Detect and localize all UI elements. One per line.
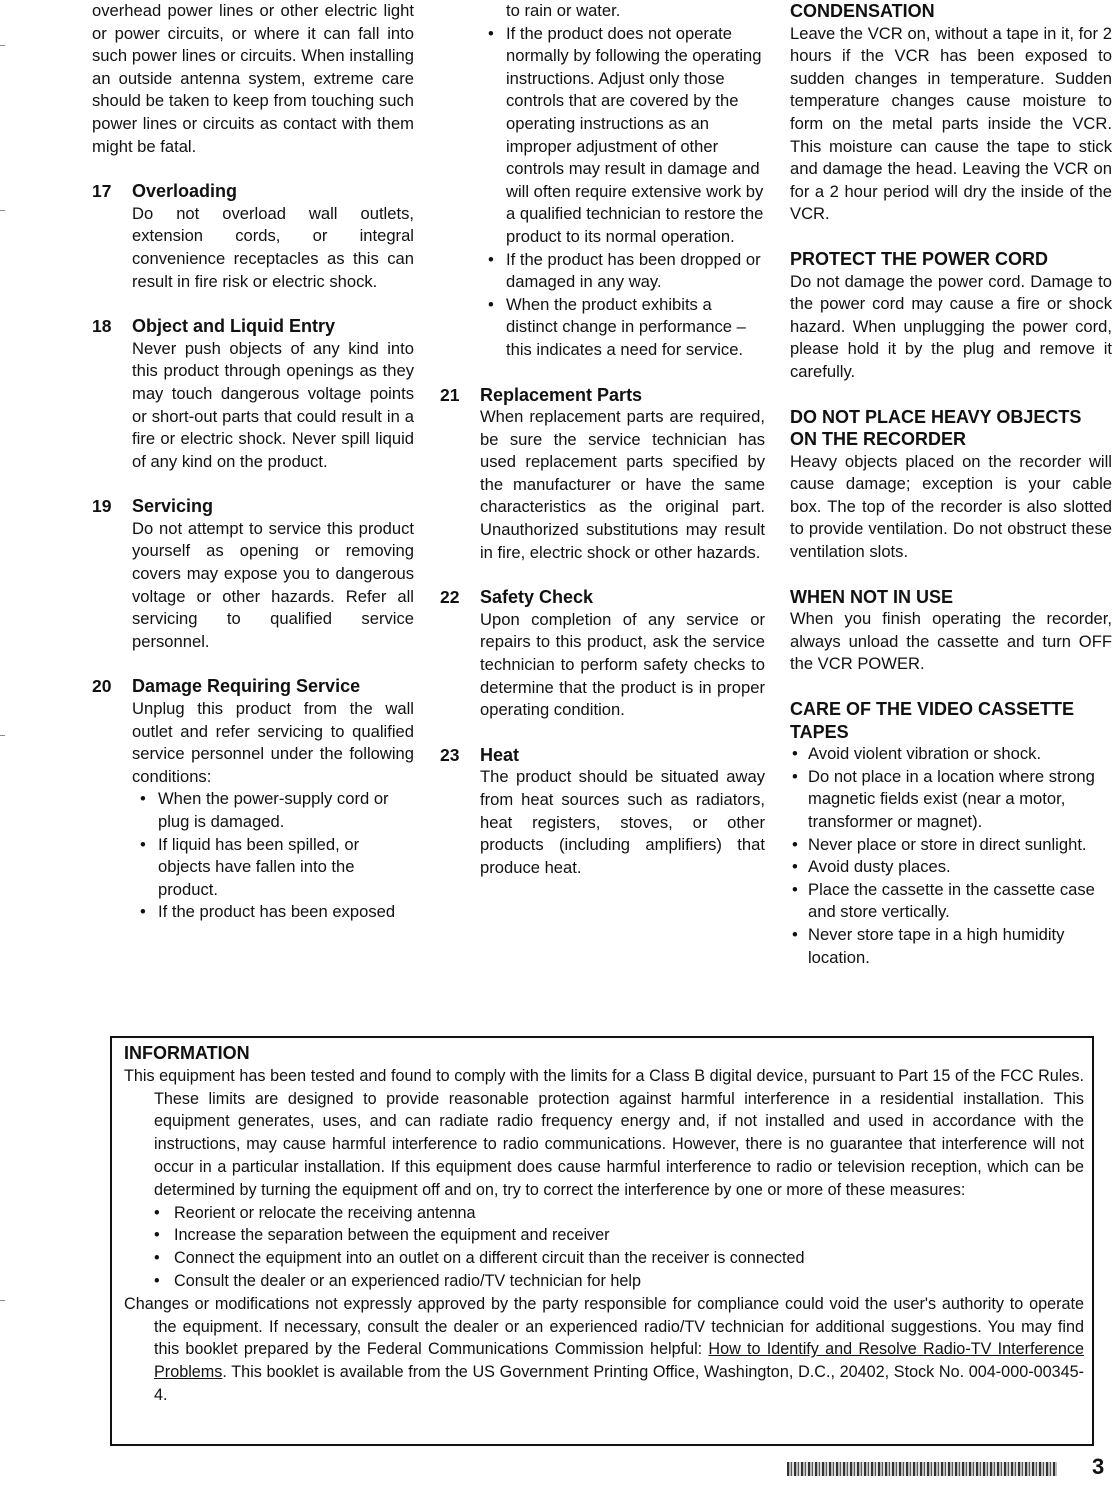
section-20 [92, 675, 414, 924]
list-item: • Increase the separation between the equipment and receiver [124, 1224, 1084, 1247]
section-number: 23 [440, 744, 460, 765]
list-item: • If the product has been dropped or damaged in any way. [480, 249, 765, 294]
list-item: • Connect the equipment into an outlet on a different circuit than the receiver is connected [124, 1247, 1084, 1270]
scan-mark [0, 1300, 5, 1301]
scan-mark [0, 45, 5, 46]
cassette-care-list [790, 743, 1112, 969]
section-number: 17 [92, 181, 112, 202]
list-item: • Do not place in a location where strong magnetic fields exist (near a motor, transformer or magnet). [790, 766, 1112, 834]
list-item: • When the power-supply cord or plug is damaged. [132, 788, 414, 833]
intro-text: overhead power lines or other electric light or power circuits, or where it can fall into such power lines or circuits. When installing an outside antenna system, extreme care should be taken to keep from touching such power lines or circuits as contact with them might be fatal. [92, 1, 414, 156]
column-right [790, 0, 1112, 969]
list-item: • Consult the dealer or an experienced radio/TV technician for help [124, 1270, 1084, 1293]
condition-list [132, 788, 414, 924]
section-title: Object and Liquid Entry [132, 316, 336, 337]
fcc-paragraph: This equipment has been tested and found to comply with the limits for a Class B digital device, pursuant to Part 15 of the FCC Rules. These limits are designed to provide reasonable protection against harmful interference in a residential installation. This equipment generates, uses, and can radiate radio frequency energy and, if not installed and used in accordance with the instructions, may cause harmful interference to radio communications. However, there is no guarantee that interference will not occur in a particular installation. If this equipment does cause harmful interference to radio or television reception, which can be determined by turning the equipment off and on, try to correct the interference by one or more of these measures: [124, 1066, 1084, 1199]
list-item: • If liquid has been spilled, or objects have fallen into the product. [132, 834, 414, 902]
modifications-paragraph [124, 1293, 1084, 1407]
booklet-title: How to Identify and Resolve Radio-TV Interference Problems [154, 1340, 1084, 1382]
heavy-objects-heading: DO NOT PLACE HEAVY OBJECTS ON THE RECORDER [790, 406, 1082, 450]
measures-list [124, 1202, 1084, 1293]
list-item: • If the product has been exposed [132, 901, 414, 924]
section-20-continued [440, 0, 765, 362]
section-body: Upon completion of any service or repairs to this product, ask the service technician to perform safety checks to determine that the product is in proper operating condition. [480, 609, 765, 720]
section-title: Servicing [132, 496, 214, 517]
cassette-care-heading: CARE OF THE VIDEO CASSETTE TAPES [790, 699, 1075, 742]
information-content [124, 1042, 1084, 1407]
heavy-objects-body: Heavy objects placed on the recorder will cause damage; exception is your cable box. The top of the recorder is also slotted to provide ventilation. Do not obstruct these ventilation slots. [790, 451, 1112, 562]
list-item: • Avoid dusty places. [790, 856, 1112, 879]
section-22 [440, 586, 765, 722]
section-19 [92, 495, 414, 653]
column-middle [440, 0, 765, 879]
list-item: • Reorient or relocate the receiving antenna [124, 1202, 1084, 1225]
power-cord-heading: PROTECT THE POWER CORD [790, 248, 1049, 269]
scan-mark [0, 735, 5, 736]
section-title: Safety Check [480, 587, 594, 608]
section-body: When replacement parts are required, be sure the service technician has used replacement parts specified by the manufacturer or have the same characteristics as the original part. Unauthorized substitutions may result in fire, electric shock or other hazards. [480, 407, 765, 562]
section-number: 21 [440, 384, 460, 405]
section-title: Heat [480, 744, 520, 765]
list-item: • When the product exhibits a distinct change in performance – this indicates a need for service. [480, 294, 765, 362]
section-body: Never push objects of any kind into this product through openings as they may touch dangerous voltage points or short-out parts that could result in a fire or electric shock. Never spill liquid of any kind on the product. [132, 338, 414, 471]
not-in-use-heading: WHEN NOT IN USE [790, 586, 954, 607]
power-cord-body: Do not damage the power cord. Damage to the power cord may cause a fire or shock hazard. When unplugging the power cord, please hold it by the plug and remove it carefully. [790, 271, 1112, 381]
column-left [92, 0, 414, 924]
booklet-availability: . This booklet is available from the US Government Printing Office, Washington, D.C., 20402, Stock No. 004-000-00345-4. [154, 1363, 1084, 1404]
section-number: 19 [92, 496, 112, 517]
section-body: Do not overload wall outlets, extension cords, or integral convenience receptacles as this can result in fire risk or electric shock. [132, 203, 414, 291]
section-18 [92, 315, 414, 473]
information-title: INFORMATION [124, 1043, 250, 1063]
section-body: Unplug this product from the wall outlet and refer servicing to qualified service personnel under the following conditions: [132, 699, 414, 786]
list-item: • If the product does not operate normally by following the operating instructions. Adjust only those controls that are covered by the operating instructions as an improper adjustment of other controls may result in damage and will often require extensive work by a qualified technician to restore the product to its normal operation. [480, 23, 765, 249]
section-17 [92, 180, 414, 293]
section-21 [440, 384, 765, 565]
list-item: • Place the cassette in the cassette case and store vertically. [790, 879, 1112, 924]
list-item: • Never place or store in direct sunlight. [790, 834, 1112, 857]
section-body: The product should be situated away from heat sources such as radiators, heat registers, stoves, or other products (including amplifiers) that produce heat. [480, 767, 765, 877]
not-in-use-body: When you finish operating the recorder, always unload the cassette and turn OFF the VCR POWER. [790, 609, 1112, 674]
section-title: Replacement Parts [480, 384, 643, 405]
modifications-text: Changes or modifications not expressly approved by the party responsible for compliance could void the user's authority to operate the equipment. If necessary, consult the dealer or an experienced radio/TV technician for additional suggestions. You may find this booklet prepared by the Federal Communications Commission helpful: [124, 1294, 1084, 1359]
condensation-heading: CONDENSATION [790, 1, 935, 21]
section-number: 20 [92, 676, 112, 697]
list-item: • Avoid violent vibration or shock. [790, 743, 1112, 766]
section-title: Damage Requiring Service [132, 676, 361, 697]
list-item: • Never store tape in a high humidity location. [790, 924, 1112, 969]
list-item-continued: to rain or water. [506, 1, 621, 20]
section-number: 18 [92, 316, 112, 337]
condition-list-continued [480, 0, 765, 362]
information-box [110, 1036, 1094, 1446]
section-body: Do not attempt to service this product yourself as opening or removing covers may expose you to dangerous voltage or other hazards. Refer all servicing to qualified service personnel. [132, 518, 414, 651]
section-number: 22 [440, 587, 460, 608]
section-title: Overloading [132, 181, 238, 202]
section-23 [440, 744, 765, 880]
page-marker-bar [787, 1462, 1057, 1476]
condensation-body: Leave the VCR on, without a tape in it, for 2 hours if the VCR has been exposed to sudden changes in temperature. Sudden temperature changes cause moisture to form on the metal parts inside the VCR. This moisture can cause the tape to stick and damage the head. Leaving the VCR on for a 2 hour period will dry the inside of the VCR. [790, 23, 1112, 224]
page-number: 3 [1092, 1454, 1105, 1479]
scan-mark [0, 210, 5, 211]
